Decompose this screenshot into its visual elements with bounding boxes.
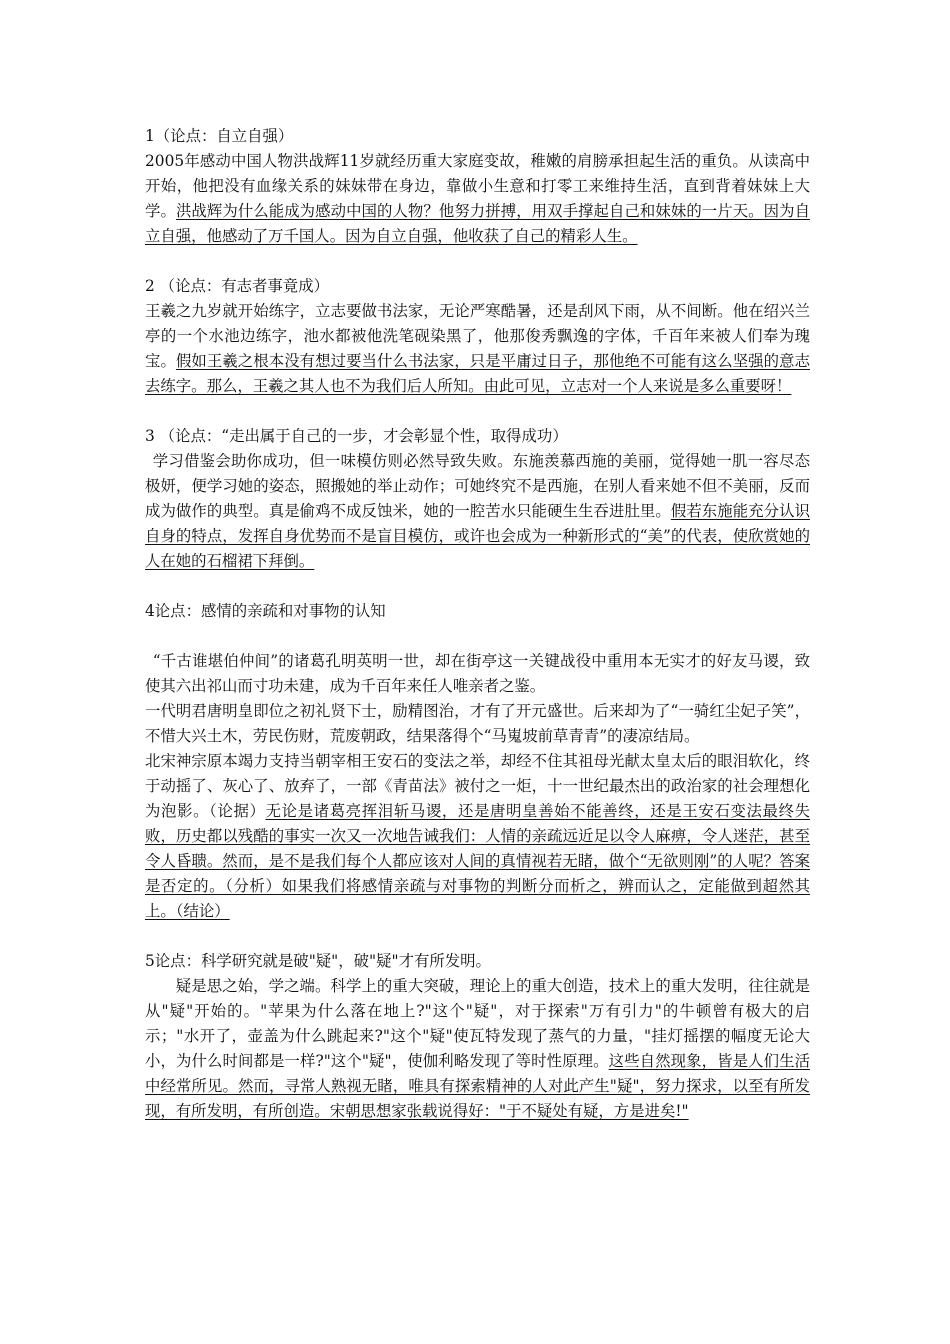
document-page: [145, 124, 810, 1149]
section-paragraph: “千古谁堪伯仲间”的诸葛孔明英明一世，却在街亭这一关键战役中重用本无实才的好友马谡，致使其六出祁山而寸功未建，成为千百年来任人唯亲者之鉴。: [145, 652, 810, 695]
underlined-argument: 洪战辉为什么能成为感动中国的人物？他努力拼搏，用双手撑起自己和妹妹的一片天。因为自立自强，他感动了万千国人。因为自立自强，他收获了自己的精彩人生。: [145, 202, 810, 245]
section-4: [145, 599, 810, 924]
section-paragraph: 一代明君唐明皇即位之初礼贤下士，励精图治，才有了开元盛世。后来却为了“一骑红尘妃子笑”，不惜大兴土木，劳民伤财，荒废朝政，结果落得个“马嵬坡前草青青”的凄凉结局。: [145, 702, 810, 745]
section-heading: 2 （论点：有志者事竟成）: [145, 277, 329, 295]
blank-line: [145, 624, 810, 649]
section-heading: 4论点：感情的亲疏和对事物的认知: [145, 602, 386, 620]
paragraph-text: 北宋神宗原本竭力支持当朝宰相王安石的变法之举，却经不住其祖母光献太皇太后的眼泪软化，终于动摇了、灰心了、放弃了，一部《青苗法》被付之一炬，十一世纪最杰出的政治家的社会理想化为泡影。（论据）: [145, 752, 810, 820]
section-heading: 5论点：科学研究就是破"疑"，破"疑"才有所发明。: [145, 952, 491, 970]
section-heading: 3 （论点：“走出属于自己的一步，才会彰显个性，取得成功）: [145, 427, 568, 445]
paragraph-text: 王羲之九岁就开始练字，立志要做书法家，无论严寒酷暑，还是刮风下雨，从不间断。他在绍兴兰亭的一个水池边练字，池水都被他洗笔砚染黑了，他那俊秀飘逸的字体，千百年来被人们奉为瑰宝。: [145, 302, 810, 370]
section-paragraph: [145, 749, 810, 924]
section-paragraph: [145, 449, 810, 574]
section-2: [145, 274, 810, 399]
section-1: [145, 124, 810, 249]
section-3: [145, 424, 810, 574]
section-5: [145, 949, 810, 1124]
paragraph-text: 学习借鉴会助你成功，但一味模仿则必然导致失败。东施羡慕西施的美丽，觉得她一肌一容尽态极妍，便学习她的姿态，照搬她的举止动作；可她终究不是西施，在别人看来她不但不美丽，反而成为做作的典型。真是偷鸡不成反蚀米，她的一腔苦水只能硬生生吞进肚里。: [145, 452, 810, 520]
section-paragraph: [145, 299, 810, 399]
paragraph-text: 疑是思之始，学之端。科学上的重大突破，理论上的重大创造，技术上的重大发明，往往就是从"疑"开始的。"苹果为什么落在地上?"这个"疑"，对于探索"万有引力"的牛顿曾有极大的启示；"水开了，壶盖为什么跳起来?"这个"疑"使瓦特发现了蒸气的力量，"挂灯摇摆的幅度无论大小，为什么时间都是一样?"这个"疑"，使伽利略发现了等时性原理。: [145, 977, 810, 1070]
underlined-argument: 无论是诸葛亮挥泪斩马谡，还是唐明皇善始不能善终，还是王安石变法最终失败，历史都以残酷的事实一次又一次地告诫我们：人情的亲疏远近足以令人麻痹，令人迷茫，甚至令人昏聩。然而，是不是我们每个人都应该对人间的真情视若无睹，做个“无欲则刚”的人呢？答案是否定的。（分析）如果我们将感情亲疏与对事物的判断分而析之，辨而认之，定能做到超然其上。（结论）: [145, 802, 810, 920]
section-paragraph: [145, 149, 810, 249]
underlined-argument: 这些自然现象，皆是人们生活中经常所见。然而，寻常人熟视无睹，唯具有探索精神的人对此产生"疑"，努力探求，以至有所发现，有所发明，有所创造。宋朝思想家张载说得好："于不疑处有疑，方是进矣!": [145, 1052, 810, 1120]
underlined-argument: 假如王羲之根本没有想过要当什么书法家，只是平庸过日子，那他绝不可能有这么坚强的意志去练字。那么，王羲之其人也不为我们后人所知。由此可见，立志对一个人来说是多么重要呀！: [145, 352, 810, 395]
section-paragraph: [145, 974, 810, 1124]
paragraph-text: 2005年感动中国人物洪战辉11岁就经历重大家庭变故，稚嫩的肩膀承担起生活的重负。从读高中开始，他把没有血缘关系的妹妹带在身边，靠做小生意和打零工来维持生活，直到背着妹妹上大学。: [145, 152, 810, 220]
underlined-argument: 假若东施能充分认识自身的特点，发挥自身优势而不是盲目模仿，或许也会成为一种新形式的“美”的代表，使欣赏她的人在她的石榴裙下拜倒。: [145, 502, 810, 570]
section-heading: 1（论点：自立自强）: [145, 127, 294, 145]
